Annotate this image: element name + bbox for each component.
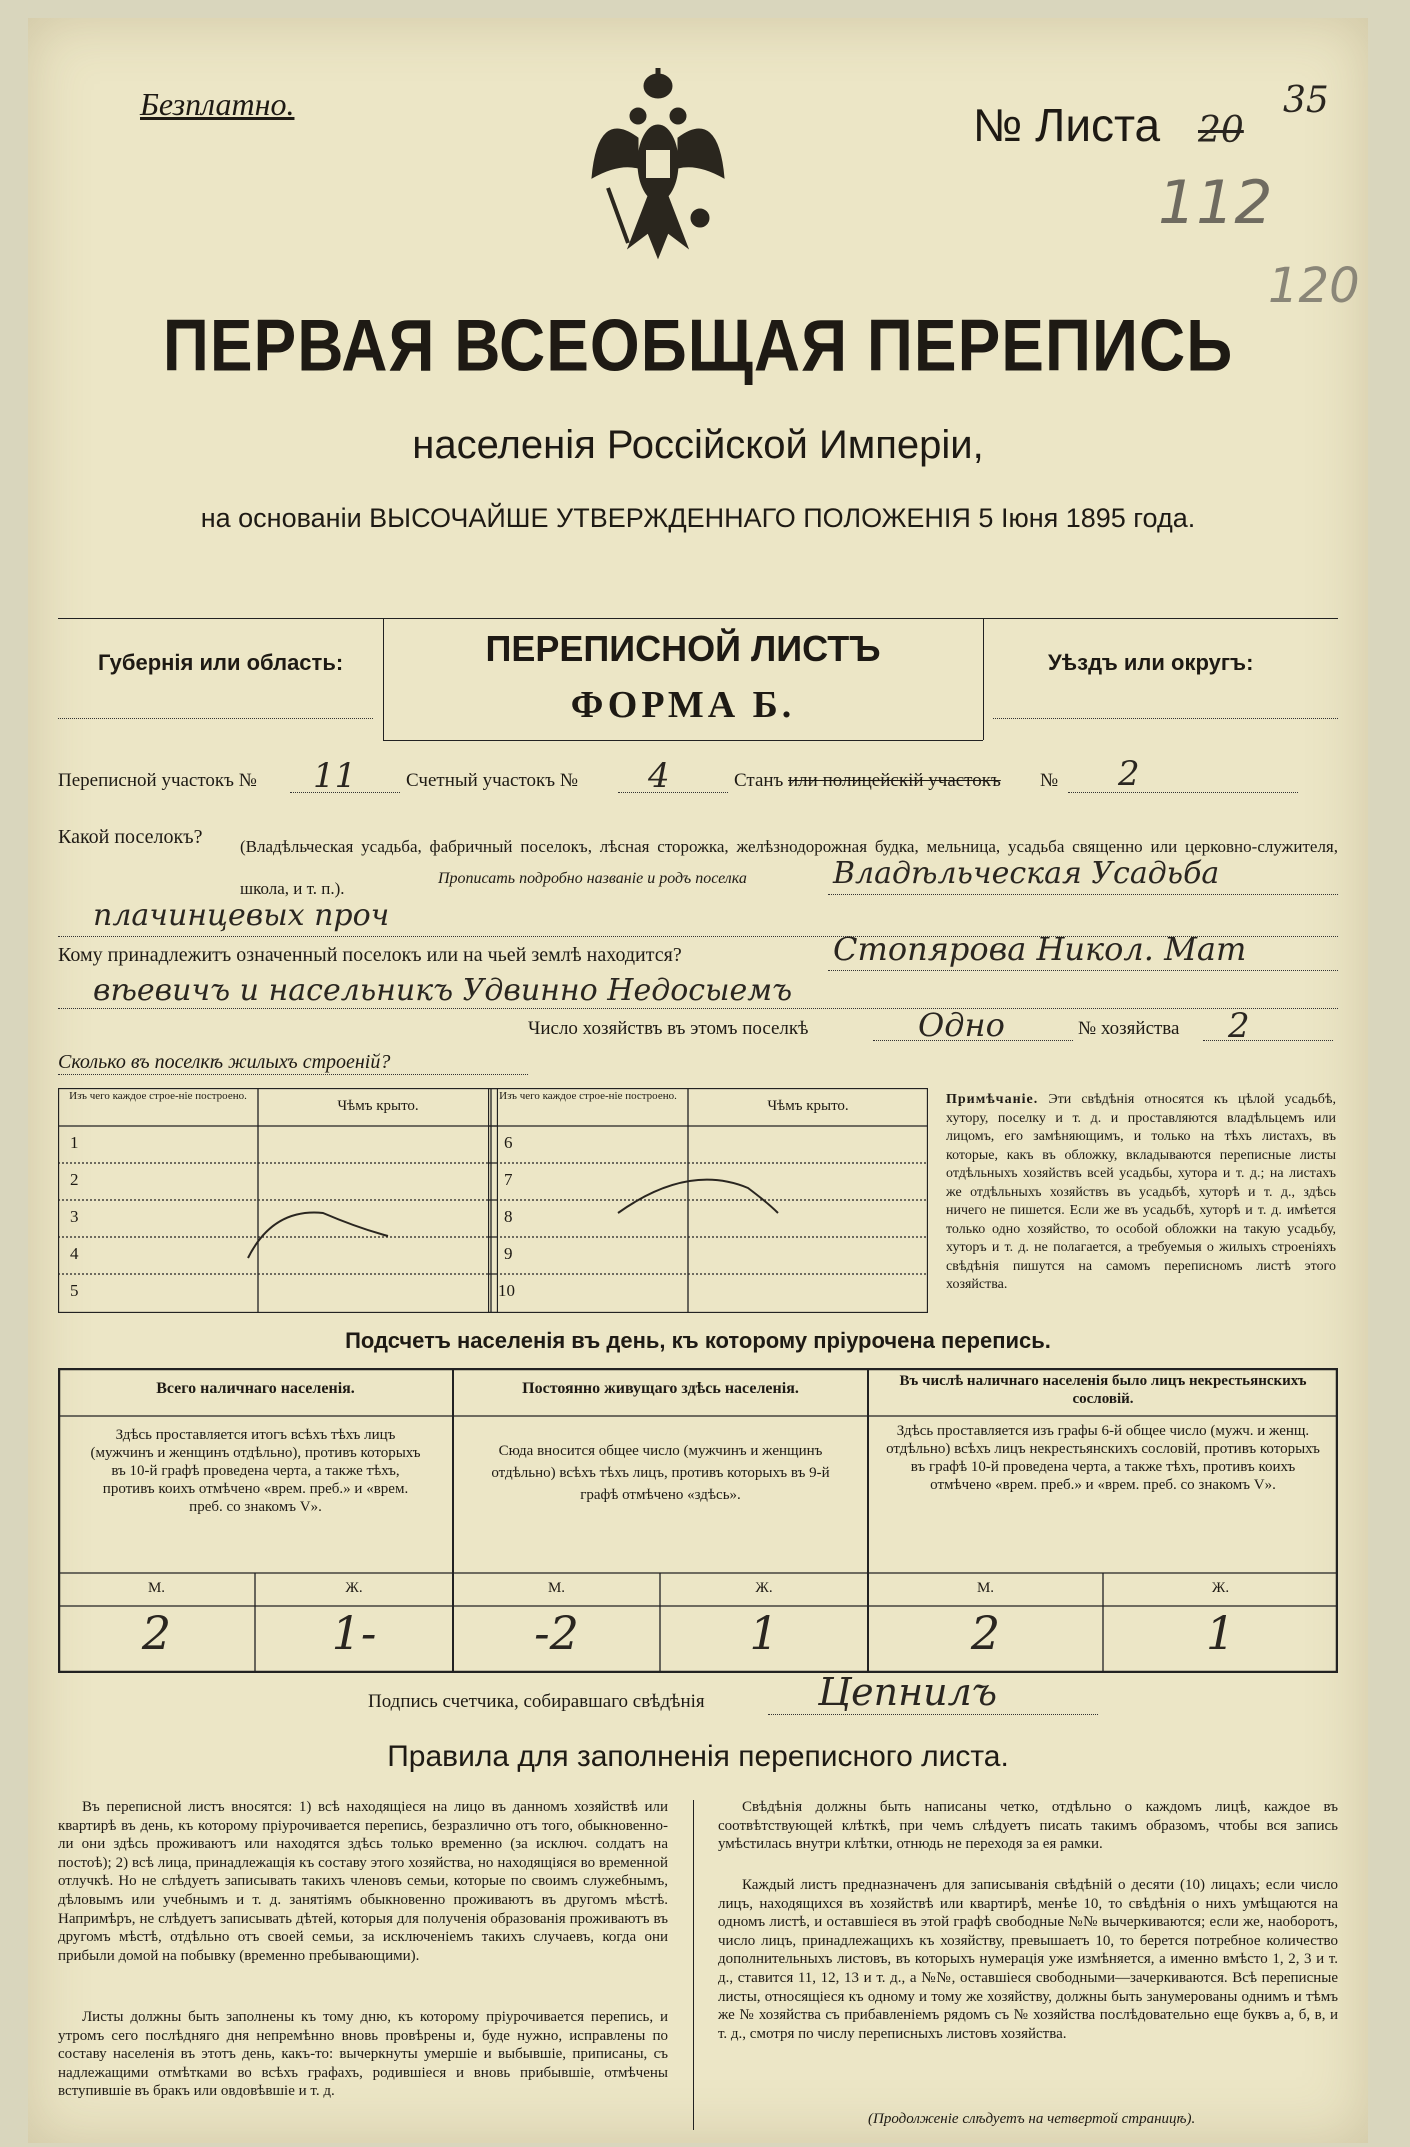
pop-col3-f-label: Ж. xyxy=(1211,1580,1230,1596)
settlement-hint: (Владѣльческая усадьба, фабричный поселокъ, лѣсная сторожка, желѣзнодорожная будка, мельница, усадьба священно или церковно-служителя, школа, и т. п.). xyxy=(240,837,1338,898)
buildings-table-right xyxy=(488,1088,928,1318)
household-number-label: № хозяйства xyxy=(1078,1018,1180,1039)
pop-col3-m-value: 2 xyxy=(970,1606,1001,1660)
stan-label: Станъ xyxy=(734,770,784,791)
census-subtitle: населенія Россійской Имперіи, xyxy=(412,423,984,467)
households-label: Число хозяйствъ въ этомъ поселкѣ xyxy=(528,1018,809,1039)
pop-col3-desc: Здѣсь проставляется изъ графы 6-й общее число (мужч. и женщ. отдѣльно) всѣхъ лицъ некрестьянскихъ сословій, противъ которыхъ въ графѣ 10-й проведена черта, а также тѣхъ, противъ коихъ отмѣчено «врем. преб.» и «врем. преб. со знакомъ V». xyxy=(886,1423,1320,1493)
row-4: 4 xyxy=(70,1244,79,1263)
row-2: 2 xyxy=(70,1170,79,1189)
pop-col3-m-label: М. xyxy=(976,1580,995,1596)
buildings-label: Сколько въ поселкѣ жилыхъ строеній? xyxy=(58,1051,391,1073)
province-label: Губернія или область: xyxy=(98,650,344,675)
row-10: 10 xyxy=(498,1281,515,1300)
form-label: ФОРМА Б. xyxy=(570,684,796,726)
rules-continued: (Продолженіе слѣдуетъ на четвертой страницѣ). xyxy=(868,2111,1196,2127)
pop-col1-m-value: 2 xyxy=(141,1606,172,1660)
note-label: Примѣчаніе. xyxy=(946,1092,1039,1107)
pop-col3-f-value: 1 xyxy=(1205,1606,1236,1660)
household-number-value: 2 xyxy=(1228,1006,1250,1046)
count-district-label: Счетный участокъ № xyxy=(406,770,578,791)
buildings-right-col-roof: Чѣмъ крыто. xyxy=(767,1098,849,1114)
pop-col1-desc: Здѣсь проставляется итогъ всѣхъ тѣхъ лицъ (мужчинъ и женщинъ отдѣльно), противъ которыхъ въ 10-й графѣ проведена черта, а также тѣхъ, противъ коихъ отмѣчено «врем. преб.» и «врем. преб. со знакомъ V». xyxy=(90,1427,421,1515)
settlement-value-2: плачинцевых проч xyxy=(93,898,390,933)
rules-title: Правила для заполненія переписного листа. xyxy=(387,1740,1009,1773)
owner-value-2: вѣевичъ и насельникъ Удвинно Недосыемъ xyxy=(93,973,793,1008)
population-title: Подсчетъ населенія въ день, къ которому пріурочена перепись. xyxy=(345,1328,1051,1353)
row-9: 9 xyxy=(504,1244,513,1263)
double-eagle-emblem xyxy=(588,68,728,268)
stan-number-sign: № xyxy=(1040,770,1059,791)
free-label: Безплатно. xyxy=(140,86,295,122)
row-8: 8 xyxy=(504,1207,513,1226)
settlement-instruction: Прописать подробно названіе и родъ поселка xyxy=(438,870,747,887)
pop-col1-header: Всего наличнаго населенія. xyxy=(156,1380,355,1397)
sheet-number-crossed: 20 xyxy=(1198,110,1244,151)
rules-right-p1: Свѣдѣнія должны быть написаны четко, отдѣльно о каждомъ лицѣ, каждое въ соотвѣтствующей клѣткѣ, при чемъ слѣдуетъ писать такимъ образомъ, чтобы вся запись умѣстилась внутри клѣтки, отнюдь не переходя за ея рамки. xyxy=(718,1799,1338,1853)
rules-left-p2: Листы должны быть заполнены къ тому дню, къ которому пріурочивается перепись, и утромъ сего послѣдняго дня непремѣнно вновь провѣрены и, буде нужно, исправлены по составу населенія въ этотъ день, какъ-то: вычеркнуты умершіе и выбывшіе, приписаны, съ надлежащими отмѣтками во всѣхъ графахъ, родившіеся и вновь прибывшіе, отмѣчены вступившіе въ бракъ или овдовѣвшіе и т. д. xyxy=(58,2009,668,2100)
pop-col2-m-value: -2 xyxy=(534,1606,579,1660)
row-3: 3 xyxy=(70,1207,79,1226)
signature-label: Подпись счетчика, собиравшаго свѣдѣнія xyxy=(368,1691,705,1712)
sheet-type-title: ПЕРЕПИСНОЙ ЛИСТЪ xyxy=(485,628,881,669)
stan-value: 2 xyxy=(1118,754,1140,794)
census-district-value: 11 xyxy=(313,756,357,796)
settlement-value-1: Владѣльческая Усадьба xyxy=(833,856,1220,891)
sheet-number-value: 35 xyxy=(1283,80,1329,121)
row-1: 1 xyxy=(70,1133,79,1152)
row-6: 6 xyxy=(504,1133,513,1152)
pop-col1-f-value: 1- xyxy=(331,1606,377,1660)
owner-value-1: Стопярова Никол. Мат xyxy=(833,930,1247,968)
rules-left-p1: Въ переписной листъ вносятся: 1) всѣ находящіеся на лицо въ данномъ хозяйствѣ или квартирѣ въ день, къ которому пріурочивается перепись, безразлично отъ того, обыкновенно-ли они здѣсь проживаютъ или находятся здѣсь только временно (за исключ. солдатъ на постоѣ); 2) всѣ лица, принадлежащія къ составу этого хозяйства, но находящіяся во временной отлучкѣ. Но не слѣдуетъ записывать такихъ членовъ семьи, которые по своимъ служебнымъ, дѣловымъ или учебнымъ и т. д. занятіямъ обыкновенно проживаютъ въ другомъ мѣстѣ. Напримѣръ, не слѣдуетъ записывать дѣтей, которыя для полученія образованія проживаютъ въ другомъ мѣстѣ, отдѣльно отъ своей семьи, за исключеніемъ такихъ случаевъ, когда они прибыли домой на побывку (временно пребывающими). xyxy=(58,1799,668,1964)
census-sheet xyxy=(28,18,1368,2143)
owner-label: Кому принадлежитъ означенный поселокъ или на чьей землѣ находится? xyxy=(58,944,682,966)
pop-col1-f-label: Ж. xyxy=(345,1580,363,1596)
pop-col1-m-label: М. xyxy=(147,1580,166,1596)
district-uezd-label: Уѣздъ или округъ: xyxy=(1048,650,1254,675)
pencil-number-2: 120 xyxy=(1268,258,1360,314)
row-7: 7 xyxy=(504,1170,513,1189)
pencil-number-1: 112 xyxy=(1158,168,1273,238)
rules-right-p2: Каждый листъ предназначенъ для записыванія свѣдѣній о десяти (10) лицахъ; если число лицъ, находящихся въ хозяйствѣ или квартирѣ, менѣе 10, то свѣдѣнія о нихъ умѣщаются на одномъ листѣ, и оставшіеся въ этой графѣ свободные №№ вычеркиваются; если же, наоборотъ, число лицъ, принадлежащихъ къ хозяйству, превышаетъ 10, то берется потребное количество дополнительныхъ листовъ, въ которыхъ нумерація уже измѣняется, а именно вмѣсто 1, 2, 3 и т. д., ставится 11, 12, 13 и т. д., а №№, оставшіеся свободными—зачеркиваются. Всѣ переписные листы, относящіеся къ одному и тому же хозяйству, должны быть занумерованы однимъ и тѣмъ же № хозяйства съ прибавленіемъ рядомъ съ № хозяйства послѣдовательно еще буквъ а, б, в, и т. д., смотря по числу переписныхъ листовъ хозяйства. xyxy=(718,1877,1338,2042)
pop-col2-header: Постоянно живущаго здѣсь населенія. xyxy=(522,1380,799,1397)
police-district-crossed: или полицейскій участокъ xyxy=(788,770,1001,791)
note-text: Эти свѣдѣнія относятся къ цѣлой усадьбѣ, хутору, поселку и т. д. и проставляются владѣльцемъ или лицомъ, его замѣняющимъ, и только на тѣхъ листахъ, въ которые, какъ въ обложку, вкладываются переписные листы отдѣльныхъ хозяйствъ всей усадьбы, хутора и т. д.; на листахъ же отдѣльныхъ хозяйствъ въ усадьбѣ, хуторѣ и т. д., здѣсь ничего не пишется. Если же въ усадьбѣ, хуторѣ и т. д. имѣется только одно хозяйство, то особой обложки на такую усадьбу, хуторъ и т. д. не полагается, а требуемыя о жилыхъ строеніяхъ свѣдѣнія пишутся на самомъ переписномъ листѣ этого хозяйства. xyxy=(946,1092,1337,1292)
count-district-value: 4 xyxy=(648,756,670,796)
legal-basis: на основаніи ВЫСОЧАЙШЕ УТВЕРЖДЕННАГО ПОЛОЖЕНІЯ 5 Іюня 1895 года. xyxy=(200,503,1196,533)
pop-col2-f-label: Ж. xyxy=(755,1580,773,1596)
settlement-label: Какой поселокъ? xyxy=(58,826,203,848)
buildings-right-col-built: Изъ чего каждое строе-ніе построено. xyxy=(499,1090,677,1102)
buildings-left-col-roof: Чѣмъ крыто. xyxy=(337,1098,419,1114)
buildings-note xyxy=(946,1091,1336,1295)
signature-value: Цепнилъ xyxy=(818,1670,998,1714)
pop-col2-desc: Сюда вносится общее число (мужчинъ и женщинъ отдѣльно) всѣхъ тѣхъ лицъ, противъ которыхъ въ 9-й графѣ отмѣчено «здѣсь». xyxy=(491,1443,830,1503)
row-5: 5 xyxy=(70,1281,79,1300)
households-value: Одно xyxy=(918,1006,1005,1044)
census-district-label: Переписной участокъ № xyxy=(58,770,257,791)
sheet-number-label: № Листа xyxy=(973,99,1161,151)
pop-col2-m-label: М. xyxy=(547,1580,566,1596)
buildings-table-left xyxy=(58,1088,498,1318)
buildings-left-col-built: Изъ чего каждое строе-ніе построено. xyxy=(69,1090,247,1102)
pop-col2-f-value: 1 xyxy=(749,1606,779,1660)
pop-col3-header: Въ числѣ наличнаго населенія было лицъ некрестьянскихъ сословій. xyxy=(899,1373,1307,1407)
census-title: ПЕРВАЯ ВСЕОБЩАЯ ПЕРЕПИСЬ xyxy=(162,303,1234,387)
